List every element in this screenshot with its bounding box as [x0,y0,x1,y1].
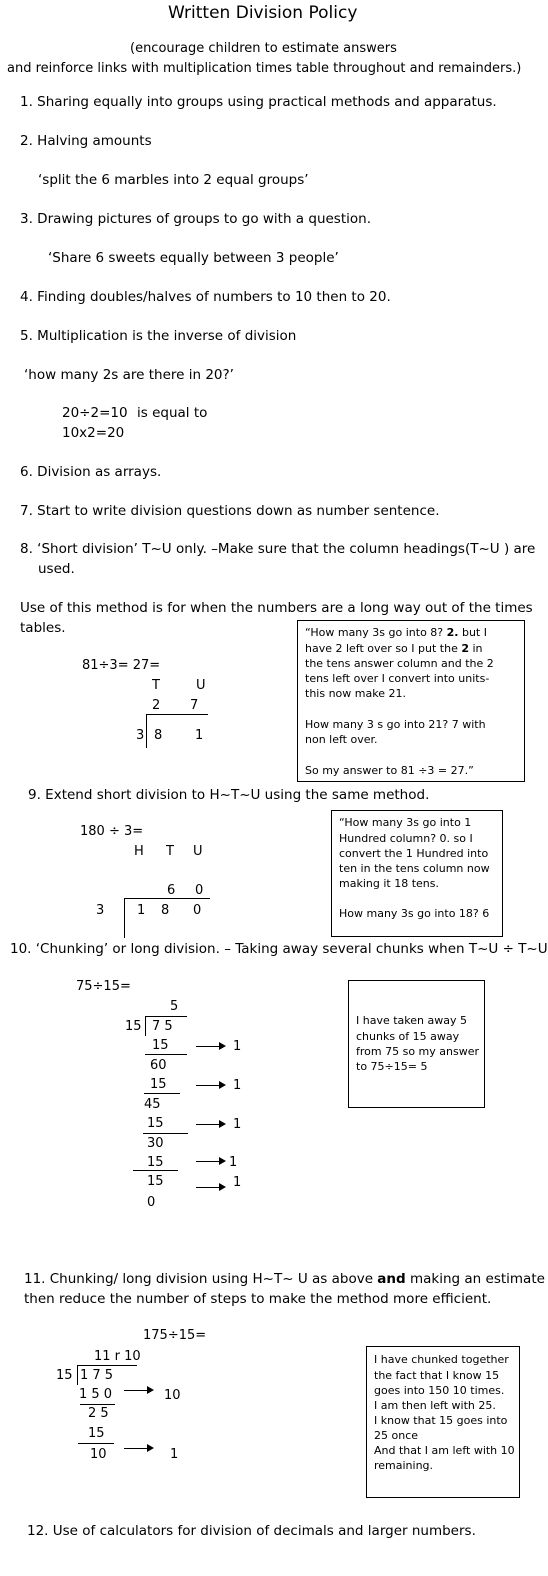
item-5-equal-label: is equal to [137,405,208,421]
item-5-equation-2: 10x2=20 [62,425,125,441]
ex10-note-line: to 75÷15= 5 [356,1060,428,1073]
ex10-dividend: 7 5 [152,1019,173,1034]
ex8-division-bracket [146,714,147,748]
ex8-dividend-u: 1 [195,728,204,743]
ex9-note-line: ten in the tens column now [339,862,490,875]
item-9: 9. Extend short division to H~T~U using the same method. [28,787,430,803]
ex10-arrow [196,1124,224,1125]
item-2-example: ‘split the 6 marbles into 2 equal groups’ [38,172,309,188]
ex10-note-line: from 75 so my answer [356,1045,479,1058]
ex11-arrow [124,1390,152,1391]
ex11-step: 15 [88,1426,105,1441]
ex9-heading-u: U [193,844,203,859]
ex11-note-line: I know that 15 goes into [374,1414,508,1427]
ex8-note-line: have 2 left over so I put the 2 in [305,642,483,655]
ex10-step: 15 [147,1116,164,1131]
ex10-step: 15 [152,1038,169,1053]
ex9-heading-t: T [166,844,174,859]
ex8-divisor: 3 [136,728,145,743]
item-8-line-2: used. [38,561,75,577]
ex8-division-bar [146,714,208,715]
item-2: 2. Halving amounts [20,133,152,149]
ex9-heading-h: H [134,844,144,859]
ex9-note-line: “How many 3s go into 1 [339,816,472,829]
ex10-step-line [143,1133,188,1134]
ex8-note-line: the tens answer column and the 2 [305,657,494,670]
item-3: 3. Drawing pictures of groups to go with a question. [20,211,371,227]
ex11-step: 10 [90,1447,107,1462]
ex11-note-line: the fact that I know 15 [374,1369,500,1382]
ex8-note-line: non left over. [305,733,378,746]
ex10-step: 15 [147,1174,164,1189]
ex11-note-line: 25 once [374,1429,419,1442]
ex9-division-bracket [124,898,125,938]
ex10-arrow [196,1046,224,1047]
ex10-step-line [145,1054,187,1055]
ex10-divisor: 15 [125,1019,142,1034]
ex10-arrow [196,1085,224,1086]
ex8-heading-u: U [196,678,206,693]
ex11-dividend: 1 7 5 [80,1368,114,1383]
ex11-note-line: I have chunked together [374,1353,509,1366]
item-11-line-2: then reduce the number of steps to make the method more efficient. [24,1291,492,1307]
ex11-step-line [78,1443,114,1444]
ex10-step: 15 [150,1077,167,1092]
ex11-question: 175÷15= [143,1328,207,1343]
ex9-division-bar [124,898,210,899]
item-5-equation-1: 20÷2=10 [62,405,128,421]
ex8-answer-u: 7 [190,698,199,713]
ex11-division-bar [77,1365,137,1366]
ex11-note-line: goes into 150 10 times. [374,1384,505,1397]
ex11-answer: 11 r 10 [94,1349,141,1364]
use-note-line-1: Use of this method is for when the numbers are a long way out of the times [20,600,533,616]
ex9-note-line: How many 3s go into 18? 6 [339,907,490,920]
ex11-note-line: And that I am left with 10 [374,1444,515,1457]
ex9-dividend-t: 8 [161,903,170,918]
item-8-line-1: 8. ‘Short division’ T~U only. –Make sure that the column headings(T~U ) are [20,541,536,557]
ex10-note-line: chunks of 15 away [356,1030,460,1043]
ex10-chunk-count: 1 [233,1175,242,1190]
ex11-chunk-count: 10 [164,1388,181,1403]
ex8-note-line: this now make 21. [305,687,406,700]
ex9-answer-t: 6 [167,883,176,898]
item-5: 5. Multiplication is the inverse of division [20,328,297,344]
item-12: 12. Use of calculators for division of decimals and larger numbers. [27,1523,476,1539]
ex11-note-line: remaining. [374,1459,434,1472]
ex8-note-line: tens left over I convert into units- [305,672,490,685]
ex8-question: 81÷3= 27= [82,658,161,673]
ex10-arrow [196,1187,224,1188]
ex9-note-line: convert the 1 Hundred into [339,847,489,860]
intro-line-2: and reinforce links with multiplication times table throughout and remainders.) [7,61,522,76]
ex8-note-line: So my answer to 81 ÷3 = 27.” [305,764,474,777]
ex11-chunk-count: 1 [170,1447,179,1462]
item-3-example: ‘Share 6 sweets equally between 3 people’ [48,250,339,266]
ex9-dividend-u: 0 [193,903,202,918]
ex9-answer-u: 0 [195,883,204,898]
ex11-note-line: I am then left with 25. [374,1399,496,1412]
item-10: 10. ‘Chunking’ or long division. – Taking away several chunks when T~U ÷ T~U [10,941,548,957]
item-11-line-1: 11. Chunking/ long division using H~T~ U as above and making an estimate [24,1271,545,1287]
use-note-line-2: tables. [20,620,66,636]
item-1: 1. Sharing equally into groups using practical methods and apparatus. [20,94,497,110]
ex10-arrow [196,1161,224,1162]
ex10-division-bar [145,1016,187,1017]
ex10-step-line [144,1093,180,1094]
ex10-chunk-count: 1 [233,1078,242,1093]
page-title: Written Division Policy [168,3,358,23]
ex10-note-line: I have taken away 5 [356,1014,467,1027]
item-4: 4. Finding doubles/halves of numbers to 10 then to 20. [20,289,391,305]
ex11-division-bracket [77,1365,78,1385]
ex10-step: 60 [150,1058,167,1073]
ex10-step: 0 [147,1195,156,1210]
intro-line-1: (encourage children to estimate answers [130,41,397,56]
ex10-question: 75÷15= [76,979,131,994]
ex8-heading-t: T [152,678,160,693]
ex8-note-line: How many 3 s go into 21? 7 with [305,718,486,731]
ex10-step: 15 [147,1155,164,1170]
ex9-divisor: 3 [96,903,105,918]
ex10-answer: 5 [170,999,179,1014]
ex9-dividend-h: 1 [137,903,146,918]
ex10-chunk-count: 1 [229,1155,238,1170]
ex9-question: 180 ÷ 3= [80,824,144,839]
ex11-step: 1 5 0 [79,1387,113,1402]
ex9-note-line: making it 18 tens. [339,877,439,890]
ex8-answer-t: 2 [152,698,161,713]
ex9-note-line: Hundred column? 0. so I [339,832,473,845]
ex10-chunk-count: 1 [233,1117,242,1132]
item-6: 6. Division as arrays. [20,464,162,480]
item-7: 7. Start to write division questions down as number sentence. [20,503,440,519]
ex11-step: 2 5 [88,1406,109,1421]
item-5-example: ‘how many 2s are there in 20?’ [24,367,234,383]
ex10-step-line [133,1170,178,1171]
ex8-dividend-t: 8 [154,728,163,743]
ex11-arrow [124,1448,152,1449]
ex8-note-line: “How many 3s go into 8? 2. but I [305,626,487,639]
ex10-chunk-count: 1 [233,1039,242,1054]
ex10-step: 45 [144,1097,161,1112]
ex10-division-bracket [145,1016,146,1036]
ex10-step: 30 [147,1136,164,1151]
ex11-divisor: 15 [56,1368,73,1383]
